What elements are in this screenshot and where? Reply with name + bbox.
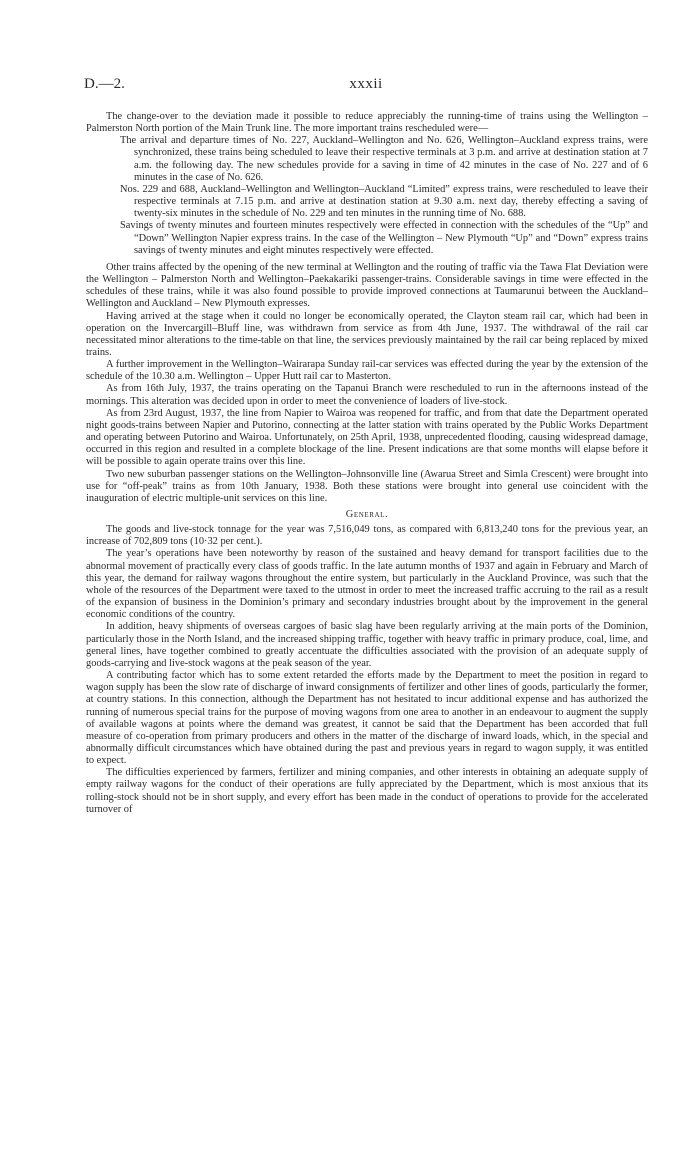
intro-paragraph: The change-over to the deviation made it possible to reduce appreciably the running-time of trains using the Wellington – Palmerston North portion of the Main Trunk line. The more important trains rescheduled were—: [86, 111, 648, 135]
list-item: Nos. 229 and 688, Auckland–Wellington and Wellington–Auckland “Limited” express trains, were rescheduled to leave their respective terminals at 7.15 p.m. and arrive at destination station at 9.30 a.m. next day, thereby effecting a saving of twenty-six minutes in the schedule of No. 229 and ten minutes in the running time of No. 688.: [120, 183, 648, 220]
document-reference: D.—2.: [84, 76, 125, 92]
paragraph: As from 16th July, 1937, the trains operating on the Tapanui Branch were rescheduled to run in the afternoons instead of the mornings. This alteration was decided upon in order to meet the convenience of loaders of live-stock.: [86, 383, 648, 407]
paragraph: A further improvement in the Wellington–Wairarapa Sunday rail-car services was effected during the year by the extension of the schedule of the 10.30 a.m. Wellington – Upper Hutt rail car to Masterton.: [86, 359, 648, 383]
paragraph: Two new suburban passenger stations on the Wellington–Johnsonville line (Awarua Street and Simla Crescent) were brought into use for “off-peak” trains as from 10th January, 1938. Both these stations were brought into general use coincident with the inauguration of electric multiple-unit services on this line.: [86, 468, 648, 504]
paragraph: A contributing factor which has to some extent retarded the efforts made by the Department to meet the position in regard to wagon supply has been the slow rate of discharge of inward consignments of fertilizer and other lines of goods, particularly the former, at country stations. In this connection, although the Department has not hesitated to incur additional expense and has authorized the running of numerous special trains for the purpose of moving wagons from one area to another in an endeavour to augment the supply of available wagons at points where the demand was greatest, it cannot be said that the Department has been accorded that full measure of co-operation from primary producers and others in the matter of the discharge of inward loads, which, in the special and abnormally difficult circumstances which have obtained during the past and previous years in regard to wagon supply, it was entitled to expect.: [86, 670, 648, 767]
rescheduled-trains-list: [86, 135, 648, 257]
paragraph: As from 23rd August, 1937, the line from Napier to Wairoa was reopened for traffic, and from that date the Department operated night goods-trains between Napier and Putorino, connecting at the latter station with trains operated by the Public Works Department and operating between Putorino and Wairoa. Unfortunately, on 25th April, 1938, unprecedented flooding, causing widespread damage, occurred in this region and resulted in a complete blockage of the line. Present indications are that some months will elapse before it will be possible to again operate trains over this line.: [86, 407, 648, 468]
page-header: [84, 76, 648, 96]
list-item: Savings of twenty minutes and fourteen minutes respectively were effected in connection with the schedules of the “Up” and “Down” Wellington Napier express trains. In the case of the Wellington – New Plymouth “Up” and “Down” express trains savings of twenty minutes and eight minutes respectively were effected.: [120, 220, 648, 256]
page-number: xxxii: [349, 76, 383, 92]
paragraph: Other trains affected by the opening of the new terminal at Wellington and the routing of traffic via the Tawa Flat Deviation were the Wellington – Palmerston North and Wellington–Paekakariki passenger-trains. Considerable savings in time were effected in the schedules of these trains, while it was also found possible to provide improved connections at Taumarunui between the Auckland–Wellington and Auckland – New Plymouth expresses.: [86, 261, 648, 310]
page-body: [86, 111, 648, 816]
paragraph: The year’s operations have been noteworthy by reason of the sustained and heavy demand for transport facilities due to the abnormal movement of practically every class of goods traffic. In the late autumn months of 1937 and again in February and March of this year, the demand for railway wagons throughout the entire system, but particularly in the Auckland Province, was such that the whole of the resources of the Department were taxed to the utmost in order to meet the increased traffic accruing to the rail as a result of the expansion of business in the Dominion’s primary and secondary industries brought about by the improvement in the general economic conditions of the country.: [86, 548, 648, 621]
list-item: The arrival and departure times of No. 227, Auckland–Wellington and No. 626, Wellington–Auckland express trains, were synchronized, these trains being scheduled to leave their respective terminals at 3 p.m. and arrive at destination station at 7 a.m. the following day. The new schedules provide for a saving in time of 42 minutes in the case of No. 227 and of 6 minutes in the case of No. 626.: [120, 135, 648, 183]
paragraph: Having arrived at the stage when it could no longer be economically operated, the Clayton steam rail car, which had been in operation on the Invercargill–Bluff line, was withdrawn from service as from 4th June, 1937. The withdrawal of the rail car necessitated minor alterations to the time-table on that line, the services previously maintained by the rail car being replaced by mixed trains.: [86, 310, 648, 358]
paragraph: The difficulties experienced by farmers, fertilizer and mining companies, and other interests in obtaining an adequate supply of empty railway wagons for the conduct of their operations are fully appreciated by the Department, which is most anxious that its rolling-stock should not be in short supply, and every effort has been made in the conduct of operations to provide for the accelerated turnover of: [86, 767, 648, 815]
paragraph: The goods and live-stock tonnage for the year was 7,516,049 tons, as compared with 6,813,240 tons for the previous year, an increase of 702,809 tons (10·32 per cent.).: [86, 524, 648, 548]
paragraph: In addition, heavy shipments of overseas cargoes of basic slag have been regularly arriving at the main ports of the Dominion, particularly those in the North Island, and the increased shipping traffic, together with heavy traffic in primary produce, coal, lime, and general lines, have together combined to greatly accentuate the difficulties associated with the provision of an adequate supply of goods-carrying and live-stock wagons at the peak season of the year.: [86, 621, 648, 669]
section-heading: General.: [345, 509, 389, 520]
